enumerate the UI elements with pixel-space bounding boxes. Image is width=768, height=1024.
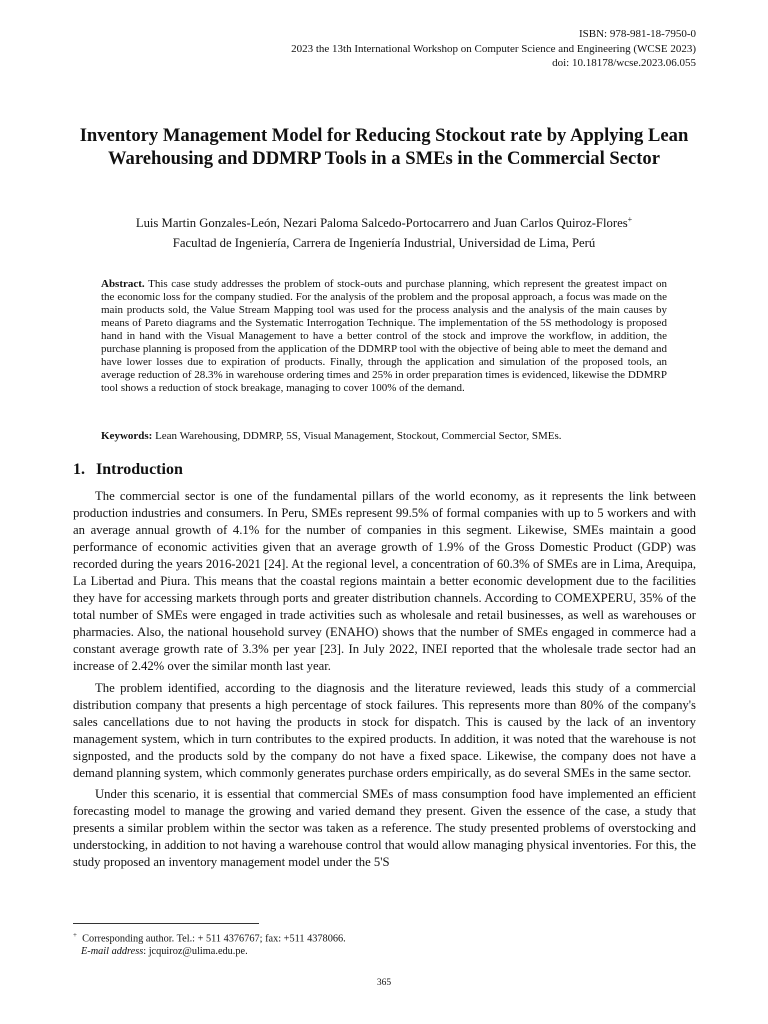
introduction-body: [73, 488, 696, 875]
body-paragraph: The problem identified, according to the diagnosis and the literature reviewed, leads this study of a commercial distribution company that presents a high percentage of stock failures. This represents more than 80% of the company's sales cancellations due to not having the products in stock for dispatch. This is caused by the lack of an inventory management system, which in turn contributes to the expired products. In addition, it was noted that the warehouse is not signposted, and the products sold by the company do not have a fixed space. Likewise, the company does not have a demand planning system, which commonly generates purchase orders empirically, as do several SMEs in the same sector.: [73, 680, 696, 780]
abstract-label: Abstract.: [101, 278, 145, 290]
paper-title: Inventory Management Model for Reducing Stockout rate by Applying Lean Warehousing and DDMRP Tools in a SMEs in the Commercial Sector: [79, 125, 689, 169]
isbn-line: ISBN: 978-981-18-7950-0: [578, 28, 696, 40]
author-names: Luis Martin Gonzales-León, Nezari Paloma Salcedo-Portocarrero and Juan Carlos Quiroz-Flores: [135, 216, 628, 231]
abstract-text: This case study addresses the problem of stock-outs and purchase planning, which represent the greatest impact on the economic loss for the company studied. For the analysis of the problem and the proposal approach, a focus was made on the main products sold, the Value Stream Mapping tool was used for the process analysis and the analysis of the main causes by means of Pareto diagrams and the Systematic Interrogation Technique. The implementation of the 5S methodology is proposed hand in hand with the Visual Management to have a better control of the stock and improve the workflow, in addition, the purchase planning is proposed from the application of the DDMRP tool with the objective of being able to meet the demand and have lower losses due to expiration of products. Finally, through the application and simulation of the proposed tools, an average reduction of 28.3% in warehouse ordering times and 25% in order preparation times is evidenced, likewise the DDMRP tool shows a reduction of stock breakage, managing to cover 100% of the demand.: [101, 278, 668, 394]
footnote-line: [73, 929, 346, 946]
author-affiliation: Facultad de Ingeniería, Carrera de Ingeniería Industrial, Universidad de Lima, Perú: [172, 236, 596, 250]
publication-header: [291, 27, 696, 71]
body-paragraph: Under this scenario, it is essential that commercial SMEs of mass consumption food have implemented an efficient forecasting model to manage the growing and varied demand they present. Given the essence of the case, a study that presents a similar problem within the sector was taken as a reference. The study presented problems of overstocking and understocking, in addition to not having a warehouse control that would allow managing physical inventories. For this, the study proposed an inventory management model under the 5'S: [73, 786, 696, 869]
corresponding-author-mark: +: [627, 215, 633, 224]
author-list: [60, 212, 708, 231]
footnote-email-line: [73, 946, 346, 959]
conference-line: 2023 the 13th International Workshop on Computer Science and Engineering (WCSE 2023): [291, 42, 696, 55]
doi-line: doi: 10.18178/wcse.2023.06.055: [552, 57, 696, 69]
section-title: Introduction: [96, 461, 183, 478]
page-number: 365: [376, 978, 392, 988]
section-number: 1.: [73, 461, 85, 478]
footnote-contact: Corresponding author. Tel.: + 511 4376767; fax: +511 4378066.: [82, 933, 346, 945]
abstract: [101, 278, 667, 395]
footnote: [73, 929, 346, 958]
section-heading-introduction: [73, 460, 183, 480]
keywords: [101, 430, 667, 443]
footnote-divider: [73, 923, 259, 924]
email-label: E-mail address: [81, 945, 144, 957]
keywords-text: Lean Warehousing, DDMRP, 5S, Visual Management, Stockout, Commercial Sector, SMEs.: [155, 430, 562, 442]
body-paragraph: The commercial sector is one of the fundamental pillars of the world economy, as it represents the link between production industries and consumers. In Peru, SMEs represent 99.5% of formal companies with up to 5 workers and with an average annual growth of 4.1% for the number of companies in this segment. Likewise, SMEs maintain a good performance of economic activities given that an average growth of 1.9% of the Gross Domestic Product (GDP) was recorded during the years 2016-2021 [24]. At the regional level, a concentration of 60.3% of SMEs are in Lima, Arequipa, La Libertad and Piura. This means that the coastal regions maintain a better economic development due to the facilities they have for accessing markets through ports and greater distribution channels. According to COMEXPERU, 35% of the total number of SMEs were engaged in trade activities such as wholesale and retail businesses, as well as warehouses or pharmacies. Also, the national household survey (ENAHO) shows that the number of SMEs engaged in commerce had a constant average growth rate of 3.3% per year [23]. In July 2022, INEI reported that the wholesale trade sector had an increase of 2.42% over the similar month last year.: [73, 489, 696, 674]
email-address: : jcquiroz@ulima.edu.pe.: [143, 945, 248, 957]
footnote-mark: +: [73, 931, 77, 939]
keywords-label: Keywords:: [101, 430, 153, 442]
